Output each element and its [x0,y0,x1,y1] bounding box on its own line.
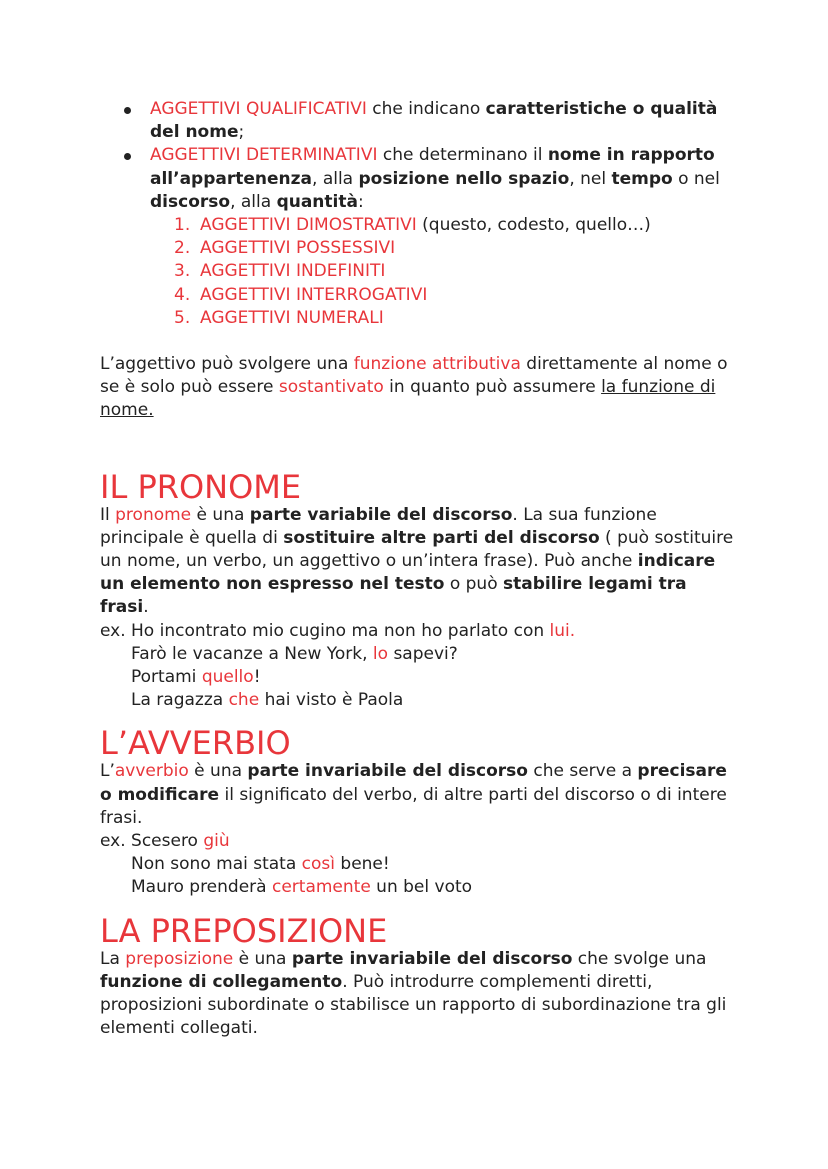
bold-text: funzione di collegamento [100,971,343,992]
highlight-text: sostantivato [278,377,384,398]
text-run: che serve a [527,761,638,782]
text-run: il significato del verbo, di altre parti del discorso o di intere frasi. [100,784,727,828]
highlight-text: lo [372,643,389,664]
text-run: ( può sostituire un nome, un verbo, un aggettivo o un’intera frase). Può anche [100,527,734,572]
bold-text: nome in rapporto all’appartenenza [150,145,715,189]
bold-text: quantità [276,191,358,212]
highlight-text: AGGETTIVI QUALIFICATIVI [150,99,367,119]
sublist-item-text [200,238,395,258]
example-line [100,620,740,643]
highlight-text: giù [203,831,230,852]
highlight-text: quello [201,667,254,688]
list-item [100,144,740,330]
item-number: 3. [174,261,191,282]
text-run: direttamente al nome o se è solo può essere [100,354,728,398]
example-line [100,689,740,712]
section-paragraph [100,760,740,830]
sublist-item-text [200,261,385,281]
bold-text: discorso [150,191,231,212]
bold-text: parte invariabile del discorso [247,761,528,782]
text-run: in quanto può assumere [383,377,602,398]
sublist-item [150,307,740,330]
sublist-item [150,284,740,307]
text-run: , nel [569,168,612,189]
section-title: LA PREPOSIZIONE [100,911,388,950]
text-run: ex. Ho incontrato mio cugino ma non ho parlato con [100,620,550,641]
item-number: 5. [174,307,191,328]
text-run: , alla [312,168,359,189]
highlight-text: avverbio [114,761,189,782]
text-run: ! [253,667,261,688]
bold-text: sostituire altre parti del discorso [283,527,600,548]
section-title: L’AVVERBIO [100,724,291,763]
aggettivi-list [100,98,740,330]
section-paragraph [100,948,740,1041]
text-run: o può [444,574,504,595]
text-run: è una [233,948,292,969]
sublist-item-text [200,285,427,305]
text-run: ; [238,122,245,143]
section-title: IL PRONOME [100,467,302,506]
bullet-text [150,145,720,211]
example-line [100,853,740,876]
highlight-text: pronome [115,504,192,525]
bold-text: caratteristiche o qualità del nome [150,99,718,143]
item-number: 1. [174,215,191,236]
text-run: La ragazza [131,690,229,711]
text-run: Farò le vacanze a New York, [131,643,373,664]
highlight-text: AGGETTIVI DETERMINATIVI [150,145,378,166]
sublist-item [150,237,740,260]
highlight-text: AGGETTIVI NUMERALI [200,307,384,328]
sublist-item-text [200,215,651,235]
text-run: Il [100,504,116,525]
text-run: L’ [100,761,115,782]
sublist-item [150,260,740,283]
example-line [100,643,740,666]
section-avverbio [100,726,740,899]
text-run: sapevi? [388,643,458,664]
example-line [100,666,740,689]
bold-text: posizione nello spazio [358,168,570,189]
bold-text: tempo [611,168,673,189]
highlight-text: AGGETTIVI POSSESSIVI [200,238,396,259]
highlight-text: funzione attributiva [353,354,521,375]
aggettivo-paragraph [100,353,740,423]
text-run: bene! [335,854,390,875]
text-run: che indicano [366,99,486,119]
bold-text: parte invariabile del discorso [291,948,573,969]
section-preposizione [100,911,740,1041]
text-run: : [357,191,364,212]
text-run: La [100,948,126,969]
bold-text: stabilire legami tra frasi [100,574,687,618]
determinativi-sublist [150,214,740,330]
highlight-text: che [228,690,260,711]
highlight-text: AGGETTIVI DIMOSTRATIVI [200,215,417,236]
text-run: (questo, codesto, quello…) [416,215,651,236]
sublist-item [150,214,740,237]
document-content [100,98,740,1041]
item-number: 2. [174,238,191,259]
text-run: Non sono mai stata [131,854,302,875]
item-number: 4. [174,284,191,305]
text-run: è una [188,761,248,782]
text-run: . [143,597,149,618]
bold-text: indicare un elemento non espresso nel testo [100,551,716,595]
bullet-text [150,99,717,142]
bold-text: precisare o modificare [100,761,727,805]
text-run: , alla [230,191,277,212]
highlight-text: AGGETTIVI INDEFINITI [200,261,386,282]
highlight-text: certamente [271,877,371,898]
text-run: che svolge una [572,948,707,969]
text-run: hai visto è Paola [259,690,404,711]
highlight-text: così [301,854,335,875]
example-line [100,876,740,899]
bullet-icon [124,107,131,114]
bullet-icon [124,153,131,160]
underlined-text: la funzione di nome. [100,377,716,421]
text-run: che determinano il [377,145,548,166]
text-run: Portami [131,667,202,688]
highlight-text: preposizione [125,948,234,969]
text-run: . La sua funzione principale è quella di [100,504,657,548]
section-pronome [100,467,740,713]
text-run: un bel voto [370,877,473,898]
text-run: ex. Scesero [100,831,204,852]
text-run: è una [191,504,250,525]
highlight-text: AGGETTIVI INTERROGATIVI [200,284,428,305]
bold-text: parte variabile del discorso [249,504,513,525]
sublist-item-text [200,308,384,328]
highlight-text: lui. [549,620,576,641]
text-run: o nel [672,168,720,189]
text-run: L’aggettivo può svolgere una [100,354,354,375]
text-run: Mauro prenderà [131,877,272,898]
example-line [100,830,740,853]
list-item [100,98,740,144]
section-paragraph [100,504,740,620]
text-run: . Può introdurre complementi diretti, proposizioni subordinate o stabilisce un rapporto di subordinazione tra gli elementi collegati. [100,971,727,1039]
